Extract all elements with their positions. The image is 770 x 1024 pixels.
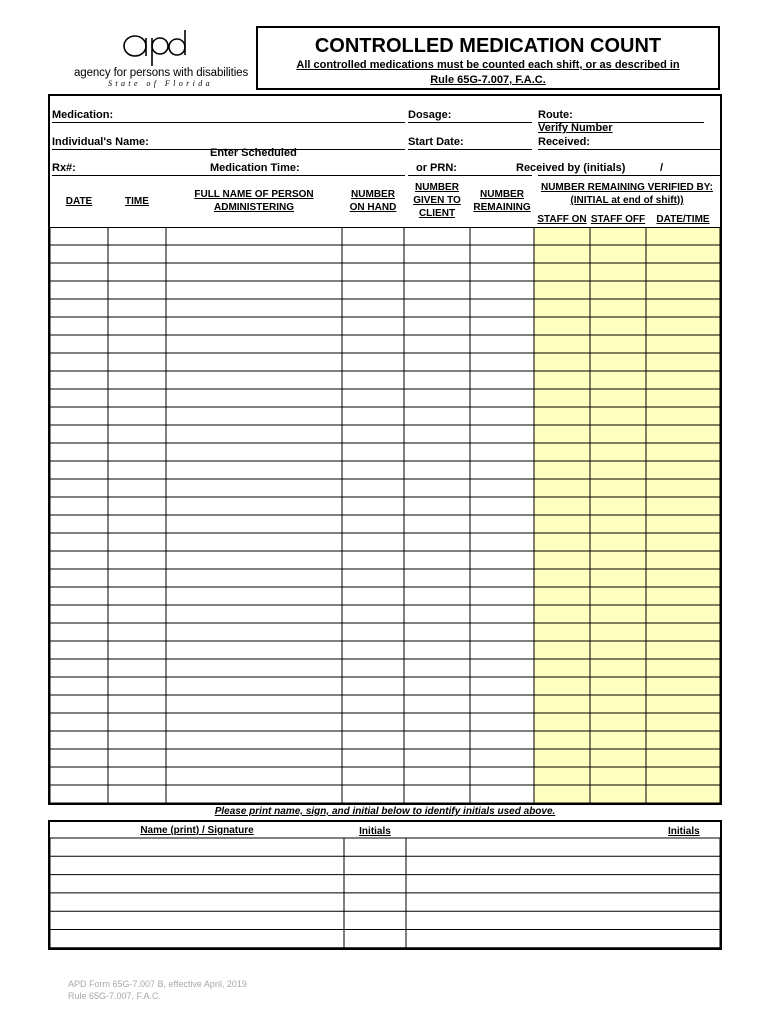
col-verified-line-1: NUMBER REMAINING VERIFIED BY:	[540, 182, 714, 193]
title-box	[256, 26, 720, 90]
enter-scheduled-label: Enter Scheduled	[210, 147, 297, 159]
col-staff-on: STAFF ON	[537, 214, 587, 225]
col-remaining-line-2: REMAINING	[473, 202, 531, 213]
apd-logo-mark-icon	[122, 26, 192, 66]
col-on-hand-line-2: ON HAND	[349, 202, 397, 213]
start-date-field[interactable]	[408, 149, 532, 150]
col-verified-by	[534, 181, 720, 207]
verify-number-label: Verify Number	[538, 122, 613, 134]
col-given-line-3: CLIENT	[418, 208, 456, 219]
received-by-label: Received by (initials)	[516, 162, 626, 174]
signature-table[interactable]	[48, 820, 722, 950]
dosage-field[interactable]	[408, 122, 532, 123]
footer-form-number: APD Form 65G-7.007 B, effective April, 2019	[68, 979, 247, 989]
col-date: DATE	[65, 196, 93, 207]
col-remaining-line-1: NUMBER	[480, 189, 524, 200]
medication-label: Medication:	[52, 109, 114, 121]
rx-field[interactable]	[52, 175, 405, 176]
medication-field[interactable]	[52, 122, 405, 123]
col-number-given	[404, 181, 470, 220]
sig-col-initials-right: Initials	[668, 826, 700, 837]
col-given-line-1: NUMBER	[415, 182, 459, 193]
subtitle-line-2: Rule 65G-7.007, F.A.C.	[430, 74, 546, 86]
start-date-label: Start Date:	[408, 136, 464, 148]
signature-grid	[50, 822, 720, 948]
received-label: Received:	[538, 136, 590, 148]
form-footer	[68, 978, 247, 1002]
col-number-on-hand	[342, 188, 404, 214]
dosage-label: Dosage:	[408, 109, 452, 121]
subtitle-line-1: All controlled medications must be counted each shift, or as described in	[296, 59, 680, 71]
agency-name: agency for persons with disabilities	[74, 67, 249, 79]
col-full-name-line-2: ADMINISTERING	[214, 202, 294, 213]
col-verified-line-2: (INITIAL at end of shift))	[570, 195, 684, 206]
col-date-time: DATE/TIME	[656, 214, 710, 225]
medication-time-label: Medication Time:	[210, 162, 300, 174]
apd-logo	[60, 26, 250, 92]
col-staff-off: STAFF OFF	[590, 214, 646, 225]
received-field[interactable]	[538, 149, 722, 150]
col-full-name	[166, 188, 342, 214]
received-by-field[interactable]	[538, 175, 722, 176]
sig-col-initials-left: Initials	[359, 826, 391, 837]
received-by-slash: /	[660, 162, 664, 174]
prn-field[interactable]	[408, 175, 532, 176]
footer-rule: Rule 65G-7.007, F.A.C.	[68, 991, 162, 1001]
col-given-line-2: GIVEN TO	[413, 195, 461, 206]
individual-name-label: Individual's Name:	[52, 136, 149, 148]
col-full-name-line-1: FULL NAME OF PERSON	[194, 189, 314, 200]
print-name-note: Please print name, sign, and initial below to identify initials used above.	[214, 806, 556, 817]
medication-log-table[interactable]	[48, 227, 722, 805]
sig-col-name: Name (print) / Signature	[140, 825, 254, 836]
state-of-florida: State of Florida	[108, 79, 214, 88]
page-title: CONTROLLED MEDICATION COUNT	[314, 35, 662, 57]
route-label: Route:	[538, 109, 573, 121]
col-number-remaining	[470, 188, 534, 214]
col-time: TIME	[125, 196, 149, 207]
col-on-hand-line-1: NUMBER	[351, 189, 395, 200]
rx-label: Rx#:	[52, 162, 76, 174]
or-prn-label: or PRN:	[416, 162, 457, 174]
